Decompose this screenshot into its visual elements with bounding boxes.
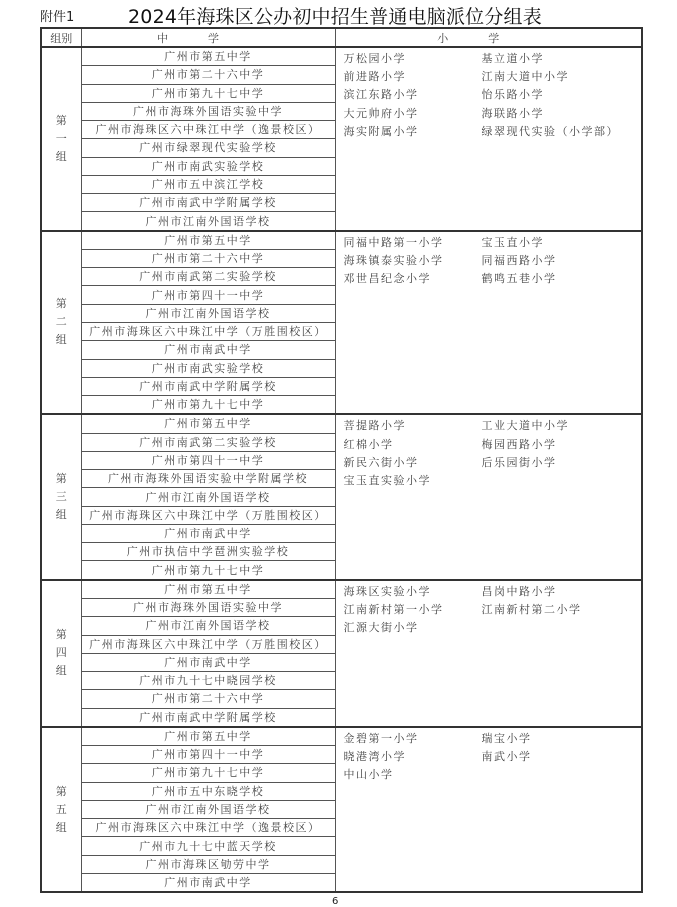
- middle-school: 广州市海珠外国语实验中学: [81, 598, 335, 616]
- primary-school: 工业大道中小学: [481, 419, 569, 433]
- group-label-char: 第: [55, 297, 67, 311]
- primary-school: 大元帅府小学: [343, 106, 419, 120]
- grouping-table: [40, 27, 643, 893]
- middle-school: 广州市海珠区六中珠江中学（万胜围校区）: [81, 506, 335, 524]
- middle-school: 广州市南武中学: [81, 341, 335, 359]
- primary-school: 宝玉直实验小学: [343, 473, 431, 487]
- group-label-char: 组: [55, 508, 67, 521]
- middle-school: 广州市海珠外国语实验中学: [81, 102, 335, 120]
- group-label-char: 四: [55, 646, 67, 660]
- primary-school: 邓世昌纪念小学: [343, 272, 431, 286]
- primary-school-list: [344, 417, 642, 490]
- primary-schools-cell: [335, 727, 642, 892]
- middle-school: 广州市执信中学琶洲实验学校: [81, 543, 335, 561]
- primary-school: 新民六街小学: [343, 455, 419, 469]
- group-label-char: 组: [55, 333, 67, 347]
- middle-school: 广州市第五中学: [81, 231, 335, 250]
- middle-school: 广州市江南外国语学校: [81, 212, 335, 231]
- primary-school: 海联路小学: [481, 106, 544, 120]
- primary-school: 基立道小学: [481, 52, 544, 65]
- primary-school: 中山小学: [343, 768, 394, 782]
- middle-school: 广州市九十七中晓园学校: [81, 672, 335, 690]
- group-label-char: 三: [55, 490, 67, 503]
- middle-school: 广州市南武实验学校: [81, 359, 335, 377]
- primary-school: 梅园西路小学: [481, 437, 557, 451]
- group-label-char: 组: [55, 149, 67, 163]
- group-label-char: 第: [55, 784, 67, 798]
- middle-school: 广州市海珠区劬劳中学: [81, 855, 335, 873]
- group-label-char: 组: [55, 820, 67, 834]
- primary-school: 怡乐路小学: [481, 88, 544, 102]
- middle-school: 广州市南武中学附属学校: [81, 377, 335, 395]
- header-middle: [81, 28, 335, 47]
- middle-school: 广州市江南外国语学校: [81, 800, 335, 818]
- header-primary: [335, 28, 642, 47]
- page-number: 6: [332, 896, 339, 907]
- middle-school: 广州市第四十一中学: [81, 746, 335, 764]
- primary-schools-cell: [335, 414, 642, 579]
- primary-school: 菩提路小学: [343, 419, 406, 433]
- page-title: 2024年海珠区公办初中招生普通电脑派位分组表: [128, 6, 542, 28]
- table-row: [41, 727, 642, 746]
- middle-school: 广州市海珠区六中珠江中学（万胜围校区）: [81, 322, 335, 340]
- group-label: [41, 580, 81, 727]
- middle-school: 广州市第五中学: [81, 414, 335, 433]
- primary-school: 海珠区实验小学: [343, 584, 431, 598]
- middle-school: 广州市江南外国语学校: [81, 488, 335, 506]
- primary-school: 江南新村第二小学: [481, 602, 582, 616]
- primary-school: 南武小学: [481, 750, 532, 764]
- primary-school: 金碧第一小学: [343, 731, 419, 745]
- header-group: 组别: [41, 28, 81, 47]
- middle-school: 广州市第二十六中学: [81, 249, 335, 267]
- table-row: [41, 231, 642, 250]
- primary-school: 同福中路第一小学: [343, 235, 444, 249]
- primary-school: 鹤鸣五巷小学: [481, 272, 557, 286]
- middle-school: 广州市南武中学: [81, 524, 335, 542]
- middle-school: 广州市南武实验学校: [81, 157, 335, 175]
- middle-school: 广州市海珠区六中珠江中学（逸景校区）: [81, 121, 335, 139]
- table-body: [41, 47, 642, 892]
- primary-school: 江南大道中小学: [481, 70, 569, 84]
- primary-school: 红棉小学: [343, 437, 394, 451]
- group-label-char: 第: [55, 628, 67, 642]
- table-row: [41, 47, 642, 66]
- middle-school: 广州市九十七中蓝天学校: [81, 837, 335, 855]
- primary-school: 海实附属小学: [343, 124, 419, 138]
- middle-school: 广州市海珠区六中珠江中学（逸景校区）: [81, 819, 335, 837]
- group-label: [41, 231, 81, 415]
- middle-school: 广州市第四十一中学: [81, 286, 335, 304]
- group-label-char: 第: [55, 472, 67, 485]
- middle-school: 广州市五中东晓学校: [81, 782, 335, 800]
- middle-school: 广州市第九十七中学: [81, 84, 335, 102]
- middle-school: 广州市南武中学附属学校: [81, 708, 335, 727]
- primary-schools-cell: [335, 47, 642, 231]
- group-label-char: 一: [55, 131, 67, 145]
- primary-school-list: [344, 730, 642, 785]
- table-header-row: [41, 28, 642, 47]
- primary-school-list: [344, 583, 642, 638]
- middle-school: 广州市第四十一中学: [81, 451, 335, 469]
- primary-school: 海珠镇泰实验小学: [343, 253, 444, 267]
- primary-school: 晓港湾小学: [343, 750, 406, 764]
- primary-school: 江南新村第一小学: [343, 602, 444, 616]
- middle-school: 广州市第五中学: [81, 727, 335, 746]
- group-label-char: 二: [55, 315, 67, 329]
- middle-school: 广州市第九十七中学: [81, 764, 335, 782]
- middle-school: 广州市五中滨江学校: [81, 175, 335, 193]
- table-row: [41, 580, 642, 599]
- middle-school: 广州市第九十七中学: [81, 561, 335, 580]
- middle-school: 广州市南武中学: [81, 873, 335, 892]
- primary-school-list: [344, 234, 642, 289]
- middle-school: 广州市海珠外国语实验中学附属学校: [81, 470, 335, 488]
- primary-school: 万松园小学: [343, 52, 406, 65]
- middle-school: 广州市海珠区六中珠江中学（万胜围校区）: [81, 635, 335, 653]
- primary-school: 瑞宝小学: [481, 731, 532, 745]
- primary-school: 后乐园街小学: [481, 455, 557, 469]
- middle-school: 广州市南武第二实验学校: [81, 268, 335, 286]
- primary-school: 同福西路小学: [481, 253, 557, 267]
- group-label-char: 五: [55, 802, 67, 816]
- primary-school: 滨江东路小学: [343, 88, 419, 102]
- middle-school: 广州市江南外国语学校: [81, 304, 335, 322]
- primary-school: 昌岗中路小学: [481, 584, 557, 598]
- primary-school: 绿翠现代实验（小学部）: [481, 124, 619, 138]
- header-middle-text: 中学: [157, 31, 259, 45]
- primary-school-list: [344, 50, 642, 141]
- group-label: [41, 47, 81, 231]
- middle-school: 广州市绿翠现代实验学校: [81, 139, 335, 157]
- middle-school: 广州市江南外国语学校: [81, 617, 335, 635]
- group-label: [41, 727, 81, 892]
- header-primary-text: 小学: [437, 31, 540, 45]
- group-label-char: 组: [55, 664, 67, 678]
- middle-school: 广州市第五中学: [81, 580, 335, 599]
- group-label: [41, 414, 81, 579]
- middle-school: 广州市南武中学: [81, 653, 335, 671]
- middle-school: 广州市南武第二实验学校: [81, 433, 335, 451]
- group-label-char: 第: [55, 113, 67, 127]
- middle-school: 广州市南武中学附属学校: [81, 194, 335, 212]
- primary-school: 汇源大街小学: [343, 621, 419, 635]
- middle-school: 广州市第二十六中学: [81, 66, 335, 84]
- annex-label: 附件1: [40, 10, 75, 25]
- middle-school: 广州市第二十六中学: [81, 690, 335, 708]
- table-row: [41, 414, 642, 433]
- primary-schools-cell: [335, 580, 642, 727]
- primary-schools-cell: [335, 231, 642, 415]
- primary-school: 宝玉直小学: [481, 235, 544, 249]
- middle-school: 广州市第九十七中学: [81, 396, 335, 415]
- middle-school: 广州市第五中学: [81, 47, 335, 66]
- primary-school: 前进路小学: [343, 70, 406, 84]
